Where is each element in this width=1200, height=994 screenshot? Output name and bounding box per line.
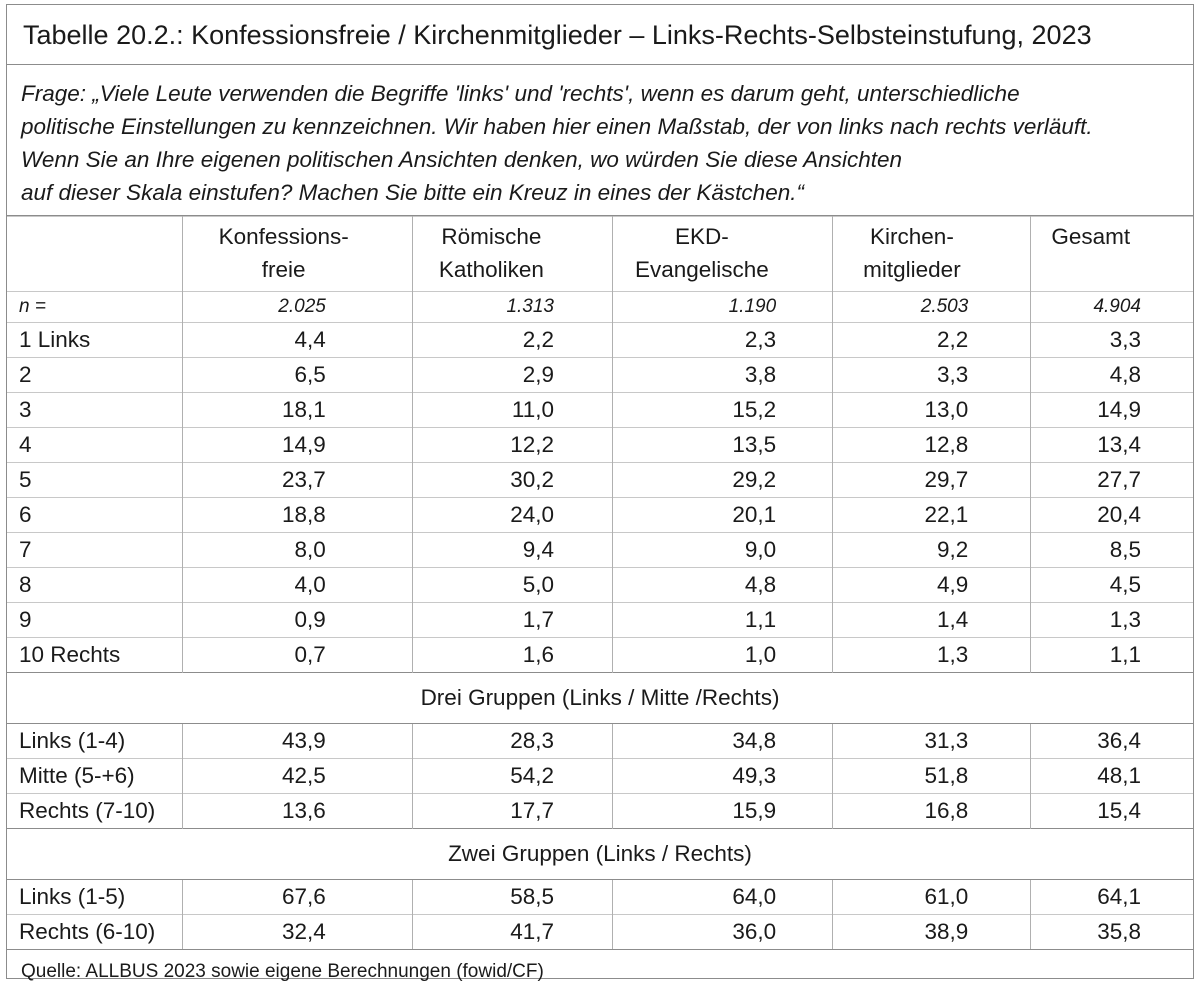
row-label: 9 (7, 603, 182, 638)
value-cell: 18,8 (182, 498, 412, 533)
value-cell: 27,7 (1031, 463, 1193, 498)
value-cell: 9,4 (412, 533, 612, 568)
value-cell: 38,9 (833, 915, 1031, 950)
scale-row (7, 428, 1193, 463)
scale-row (7, 568, 1193, 603)
value-cell: 4,8 (612, 568, 832, 603)
value-cell: 58,5 (412, 880, 612, 915)
value-cell: 49,3 (612, 759, 832, 794)
n-value: 1.313 (412, 292, 612, 323)
value-cell: 4,9 (833, 568, 1031, 603)
value-cell: 3,3 (1031, 323, 1193, 358)
value-cell: 4,5 (1031, 568, 1193, 603)
value-cell: 18,1 (182, 393, 412, 428)
n-label: n = (7, 292, 182, 323)
source-note: Quelle: ALLBUS 2023 sowie eigene Berechnungen (fowid/CF) (7, 949, 1193, 993)
value-cell: 8,0 (182, 533, 412, 568)
value-cell: 67,6 (182, 880, 412, 915)
value-cell: 6,5 (182, 358, 412, 393)
value-cell: 13,4 (1031, 428, 1193, 463)
scale-row (7, 533, 1193, 568)
value-cell: 3,8 (612, 358, 832, 393)
value-cell: 2,2 (412, 323, 612, 358)
header-kirchenmitglieder (833, 217, 1031, 292)
value-cell: 14,9 (182, 428, 412, 463)
n-value: 2.025 (182, 292, 412, 323)
n-row (7, 292, 1193, 323)
row-label: 2 (7, 358, 182, 393)
header-konfessionsfreie (182, 217, 412, 292)
value-cell: 4,8 (1031, 358, 1193, 393)
value-cell: 1,6 (412, 638, 612, 673)
value-cell: 1,1 (612, 603, 832, 638)
value-cell: 36,0 (612, 915, 832, 950)
header-gesamt (1031, 217, 1193, 292)
header-line: EKD- (675, 224, 729, 249)
value-cell: 13,0 (833, 393, 1031, 428)
header-line: Römische (441, 224, 542, 249)
value-cell: 36,4 (1097, 728, 1141, 753)
row-label: Rechts (7-10) (7, 794, 182, 829)
value-cell: 1,1 (1031, 638, 1193, 673)
value-cell: 51,8 (833, 759, 1031, 794)
two-groups-row (7, 915, 1193, 950)
question-text (7, 65, 1193, 216)
header-evangelische (612, 217, 832, 292)
scale-row (7, 358, 1193, 393)
value-cell: 61,0 (833, 880, 1031, 915)
scale-row (7, 393, 1193, 428)
section-heading: Drei Gruppen (Links / Mitte /Rechts) (7, 673, 1193, 724)
value-cell: 1,3 (833, 638, 1031, 673)
n-value: 1.190 (612, 292, 832, 323)
question-line: auf dieser Skala einstufen? Machen Sie bitte ein Kreuz in eines der Kästchen.“ (21, 180, 804, 205)
header-katholiken (412, 217, 612, 292)
value-cell: 28,3 (412, 724, 612, 759)
question-line: Wenn Sie an Ihre eigenen politischen Ansichten denken, wo würden Sie diese Ansichten (21, 147, 902, 172)
scale-row (7, 638, 1193, 673)
value-cell: 23,7 (182, 463, 412, 498)
table-frame (6, 4, 1194, 982)
value-cell: 64,0 (612, 880, 832, 915)
value-cell: 48,1 (1031, 759, 1193, 794)
value-cell: 13,5 (612, 428, 832, 463)
value-cell: 42,5 (182, 759, 412, 794)
table-title: Tabelle 20.2.: Konfessionsfreie / Kirchenmitglieder – Links-Rechts-Selbsteinstufung, 2023 (7, 5, 1193, 65)
value-cell: 11,0 (412, 393, 612, 428)
value-cell: 12,8 (833, 428, 1031, 463)
header-row (7, 217, 1193, 292)
row-label: Links (1-5) (7, 880, 182, 915)
scale-row (7, 463, 1193, 498)
value-cell: 29,2 (612, 463, 832, 498)
section-heading: Zwei Gruppen (Links / Rechts) (7, 829, 1193, 880)
value-cell: 14,9 (1031, 393, 1193, 428)
value-cell: 24,0 (412, 498, 612, 533)
value-cell: 29,7 (833, 463, 1031, 498)
value-cell: 1,4 (833, 603, 1031, 638)
value-cell: 31,3 (833, 724, 1031, 759)
data-table (7, 216, 1193, 949)
value-cell: 64,1 (1097, 884, 1141, 909)
row-label: 7 (7, 533, 182, 568)
value-cell: 0,7 (182, 638, 412, 673)
row-label: 3 (7, 393, 182, 428)
row-label: Links (1-4) (7, 724, 182, 759)
header-line: Katholiken (438, 257, 544, 282)
header-line: Konfessions- (218, 224, 349, 249)
value-cell: 32,4 (182, 915, 412, 950)
question-line: Frage: „Viele Leute verwenden die Begriffe 'links' und 'rechts', wenn es darum geht, unterschiedliche (21, 81, 1020, 106)
value-cell: 34,8 (612, 724, 832, 759)
value-cell: 1,7 (412, 603, 612, 638)
three-groups-row (7, 759, 1193, 794)
scale-row (7, 323, 1193, 358)
n-value: 4.904 (1031, 292, 1193, 323)
three-groups-row (7, 794, 1193, 829)
value-cell: 16,8 (833, 794, 1031, 829)
value-cell: 1,0 (612, 638, 832, 673)
header-empty-cell (7, 217, 182, 292)
value-cell: 17,7 (412, 794, 612, 829)
value-cell: 22,1 (833, 498, 1031, 533)
two-groups-heading-row (7, 829, 1193, 880)
header-line: mitglieder (863, 257, 961, 282)
value-cell: 8,5 (1031, 533, 1193, 568)
value-cell: 20,4 (1031, 498, 1193, 533)
value-cell: 15,4 (1031, 794, 1193, 829)
scale-row (7, 603, 1193, 638)
row-label: 4 (7, 428, 182, 463)
three-groups-row (7, 724, 1193, 759)
value-cell: 43,9 (182, 724, 412, 759)
header-line: Gesamt (1051, 224, 1131, 249)
value-cell: 20,1 (612, 498, 832, 533)
header-line: freie (261, 257, 306, 282)
value-cell: 30,2 (412, 463, 612, 498)
value-cell: 0,9 (182, 603, 412, 638)
row-label: 5 (7, 463, 182, 498)
table-body (7, 217, 1193, 950)
row-label: 10 Rechts (7, 638, 182, 673)
value-cell: 1,3 (1031, 603, 1193, 638)
question-line: politische Einstellungen zu kennzeichnen. Wir haben hier einen Maßstab, der von links nach rechts verläuft. (21, 114, 1093, 139)
value-cell: 2,3 (612, 323, 832, 358)
value-cell: 13,6 (182, 794, 412, 829)
value-cell: 2,2 (833, 323, 1031, 358)
row-label: Rechts (6-10) (7, 915, 182, 950)
value-cell: 4,0 (182, 568, 412, 603)
header-line: Evangelische (634, 257, 769, 282)
row-label: 8 (7, 568, 182, 603)
value-cell: 15,9 (612, 794, 832, 829)
n-value: 2.503 (833, 292, 1031, 323)
value-cell: 9,2 (833, 533, 1031, 568)
value-cell: 5,0 (412, 568, 612, 603)
value-cell: 15,2 (612, 393, 832, 428)
row-label: Mitte (5-+6) (7, 759, 182, 794)
value-cell: 2,9 (412, 358, 612, 393)
header-line: Kirchen- (870, 224, 954, 249)
row-label: 1 Links (7, 323, 182, 358)
value-cell: 4,4 (182, 323, 412, 358)
value-cell: 12,2 (412, 428, 612, 463)
three-groups-heading-row (7, 673, 1193, 724)
value-cell: 3,3 (833, 358, 1031, 393)
value-cell: 41,7 (412, 915, 612, 950)
row-label: 6 (7, 498, 182, 533)
value-cell: 9,0 (612, 533, 832, 568)
scale-row (7, 498, 1193, 533)
value-cell: 35,8 (1031, 915, 1193, 950)
value-cell: 54,2 (412, 759, 612, 794)
two-groups-row (7, 880, 1193, 915)
